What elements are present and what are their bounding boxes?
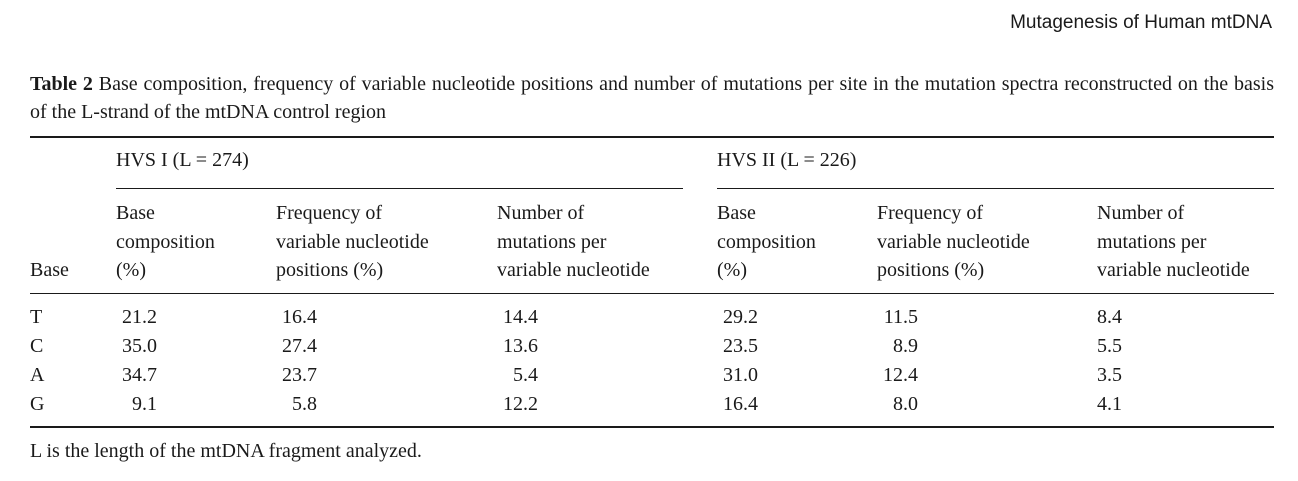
table-cell: 34.7 — [122, 364, 157, 386]
caption-text: Base composition, frequency of variable nucleotide positions and number of mutations per site in the mutation spectra reconstructed on the basis of the L-strand of the mtDNA control region — [30, 73, 1274, 123]
table-cell: 9.1 — [132, 393, 157, 415]
row-base: G — [30, 393, 45, 415]
table-cell: 23.5 — [723, 335, 758, 357]
header-line: Number of — [1097, 202, 1185, 224]
header-line: mutations per — [497, 231, 607, 253]
table-cell: 5.8 — [292, 393, 317, 415]
running-header: Mutagenesis of Human mtDNA — [1010, 12, 1272, 33]
header-line: positions (%) — [877, 259, 985, 281]
table-cell: 14.4 — [503, 306, 538, 328]
table-cell: 12.2 — [503, 393, 538, 415]
top-rule — [30, 136, 1274, 138]
header-line: Frequency of — [276, 202, 383, 224]
group-header-hvs1: HVS I (L = 274) — [116, 149, 249, 171]
table-cell: 11.5 — [883, 306, 918, 328]
header-line: Base — [717, 202, 756, 224]
header-line: Number of — [497, 202, 585, 224]
row-base: A — [30, 364, 45, 386]
table-footnote: L is the length of the mtDNA fragment analyzed. — [30, 440, 422, 462]
row-base: C — [30, 335, 44, 357]
table-cell: 23.7 — [282, 364, 317, 386]
table-cell: 35.0 — [122, 335, 157, 357]
group-rule-hvs2 — [717, 188, 1274, 189]
header-line: mutations per — [1097, 231, 1207, 253]
table-cell: 8.4 — [1097, 306, 1122, 328]
header-line: variable nucleotide — [497, 259, 650, 281]
bottom-rule — [30, 426, 1274, 428]
table-cell: 5.4 — [513, 364, 538, 386]
table-cell: 21.2 — [122, 306, 157, 328]
header-line: composition — [717, 231, 816, 253]
header-line: positions (%) — [276, 259, 384, 281]
table-cell: 8.9 — [893, 335, 918, 357]
header-line: Frequency of — [877, 202, 984, 224]
header-line: (%) — [116, 259, 146, 281]
table-cell: 5.5 — [1097, 335, 1122, 357]
table-cell: 12.4 — [883, 364, 918, 386]
table-cell: 4.1 — [1097, 393, 1122, 415]
row-base: T — [30, 306, 43, 328]
table-cell: 13.6 — [503, 335, 538, 357]
table-cell: 16.4 — [282, 306, 317, 328]
table-cell: 16.4 — [723, 393, 758, 415]
table-cell: 29.2 — [723, 306, 758, 328]
table-cell: 31.0 — [723, 364, 758, 386]
header-line: Base — [116, 202, 155, 224]
header-line: variable nucleotide — [1097, 259, 1250, 281]
table-cell: 8.0 — [893, 393, 918, 415]
header-rule — [30, 293, 1274, 294]
header-line: variable nucleotide — [877, 231, 1030, 253]
table-cell: 3.5 — [1097, 364, 1122, 386]
base-column-header: Base — [30, 259, 69, 281]
group-header-hvs2: HVS II (L = 226) — [717, 149, 857, 171]
table-cell: 27.4 — [282, 335, 317, 357]
header-line: composition — [116, 231, 215, 253]
header-line: (%) — [717, 259, 747, 281]
table-label: Table 2 — [30, 73, 93, 95]
header-line: variable nucleotide — [276, 231, 429, 253]
table-caption — [30, 70, 1274, 126]
group-rule-hvs1 — [116, 188, 683, 189]
